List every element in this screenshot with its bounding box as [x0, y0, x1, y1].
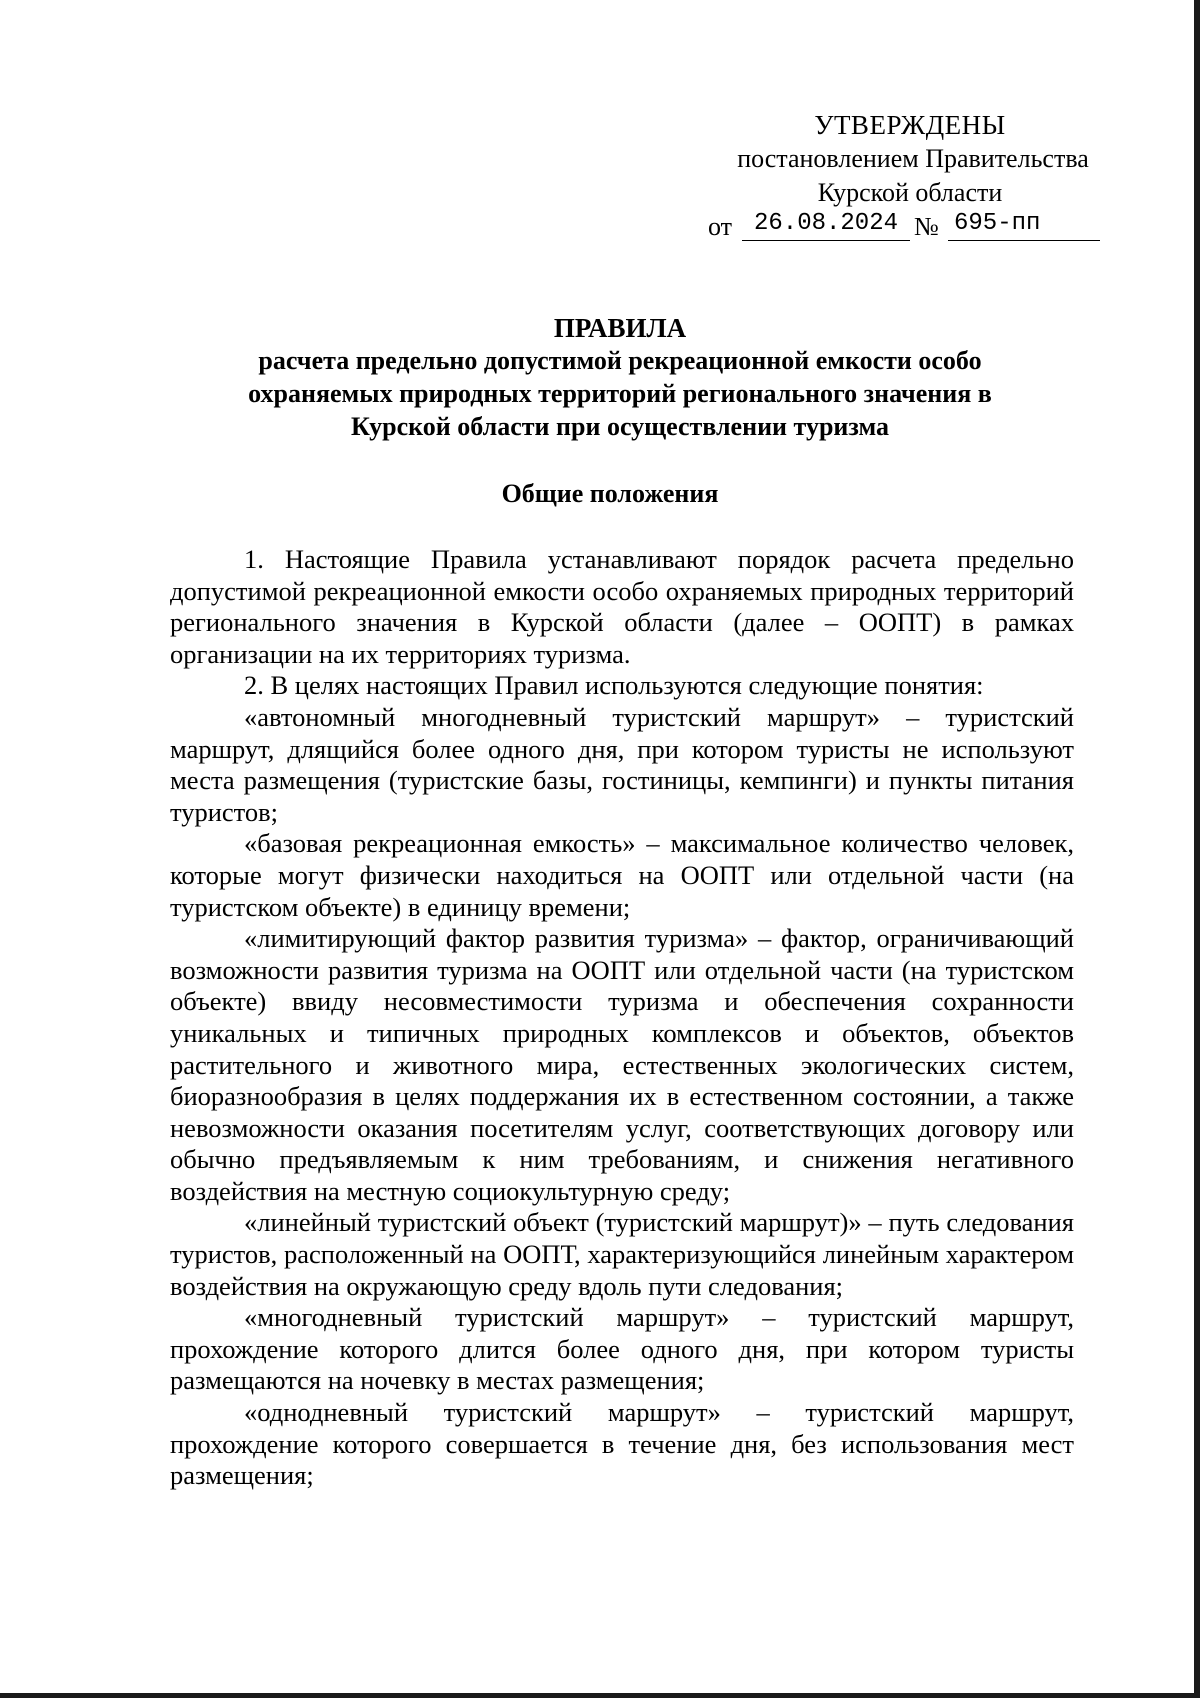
document-subtitle: [160, 344, 1080, 443]
approval-date-row: [700, 210, 1120, 244]
subtitle-line-1: расчета предельно допустимой рекреационной емкости особо: [258, 346, 982, 375]
document-title: ПРАВИЛА: [553, 313, 687, 343]
number-sign: №: [914, 212, 939, 241]
document-body: [170, 544, 1074, 1492]
definition-multiday-route: «многодневный туристский маршрут» – туристский маршрут, прохождение которого длится более одного дня, при котором туристы размещаются на ночевку в местах размещения;: [170, 1302, 1074, 1396]
subtitle-line-3: Курской области при осуществлении туризма: [350, 412, 890, 441]
definition-oneday-route: «однодневный туристский маршрут» – туристский маршрут, прохождение которого совершается в течение дня, без использования мест размещения;: [170, 1397, 1074, 1491]
approval-line-1: постановлением Правительства: [737, 144, 1089, 173]
definition-linear-object: «линейный туристский объект (туристский маршрут)» – путь следования туристов, расположенный на ООПТ, характеризующийся линейным характером воздействия на окружающую среду вдоль пути следования;: [170, 1207, 1074, 1301]
subtitle-line-2: охраняемых природных территорий регионального значения в: [248, 379, 992, 408]
approval-stamp: [700, 108, 1120, 244]
definition-autonomous-route: «автономный многодневный туристский маршрут» – туристский маршрут, длящийся более одного дня, при котором туристы не используют места размещения (туристские базы, гостиницы, кемпинги) и пункты питания туристов;: [170, 701, 1074, 827]
definition-base-capacity: «базовая рекреационная емкость» – максимальное количество человек, которые могут физически находиться на ООПТ или отдельной части (на туристском объекте) в единицу времени;: [170, 828, 1074, 922]
approval-number: 695-пп: [948, 208, 1100, 241]
definition-limiting-factor: «лимитирующий фактор развития туризма» – фактор, ограничивающий возможности развития туризма на ООПТ или отдельной части (на туристском объекте) ввиду несовместимости туризма и обеспечения сохранности уникальных и типичных природных комплексов и объектов, объектов растительного и животного мира, естественных экологических систем, биоразнообразия в целях поддержания их в естественном состоянии, а также невозможности оказания посетителям услуг, соответствующих договору или обычно предъявляемым к ним требованиям, и снижения негативного воздействия на местную социокультурную среду;: [170, 923, 1074, 1206]
scan-edge-right: [1194, 0, 1200, 1698]
paragraph-1: 1. Настоящие Правила устанавливают порядок расчета предельно допустимой рекреационной емкости особо охраняемых природных территорий регионального значения в Курской области (далее – ООПТ) в рамках организации на их территориях туризма.: [170, 544, 1074, 669]
scan-edge-bottom: [0, 1693, 1200, 1698]
date-prefix: от: [708, 212, 733, 241]
section-heading: Общие положения: [501, 479, 719, 508]
paragraph-2: 2. В целях настоящих Правил используются следующие понятия:: [244, 670, 984, 701]
approval-line-2: Курской области: [817, 178, 1003, 207]
approval-date: 26.08.2024: [742, 208, 910, 241]
approval-title: УТВЕРЖДЕНЫ: [814, 110, 1006, 140]
